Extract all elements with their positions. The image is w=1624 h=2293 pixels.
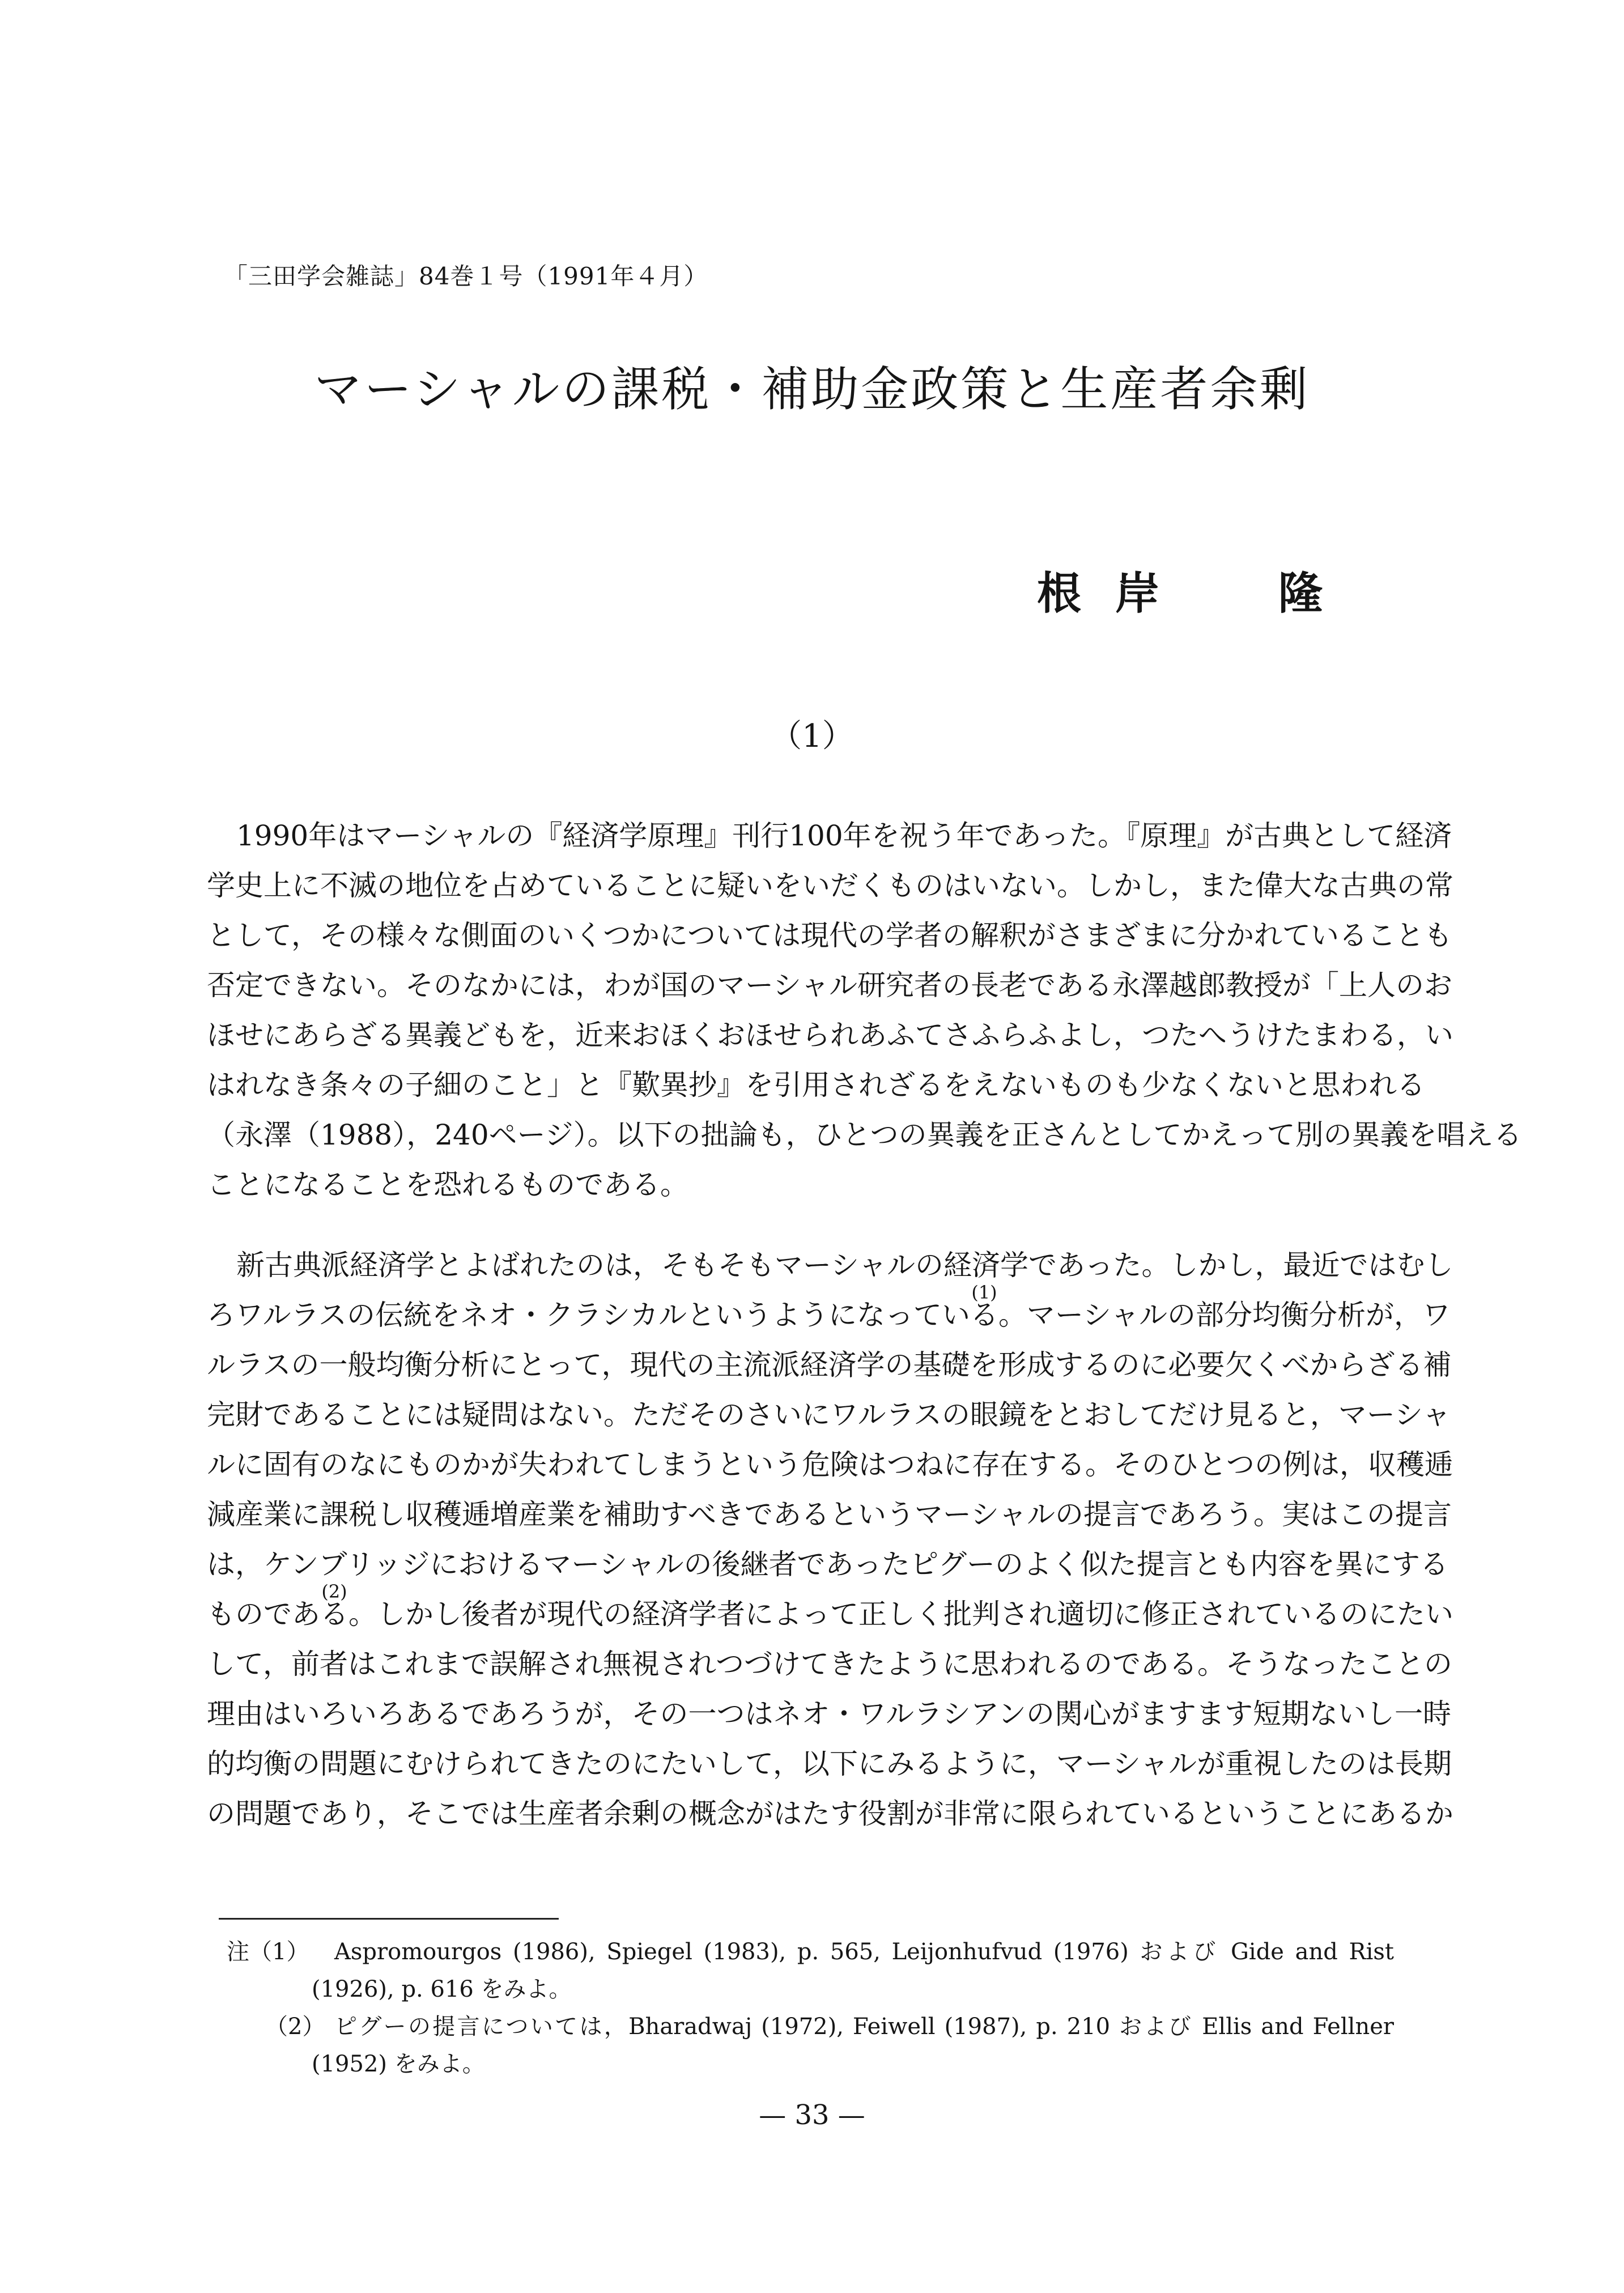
footnote-line — [227, 2010, 1397, 2047]
text-line — [207, 1245, 1453, 1295]
footnote-divider — [219, 1918, 559, 1920]
paragraph — [207, 816, 1522, 1215]
article-title: マーシャルの課税・補助金政策と生産者余剰 — [314, 361, 1310, 417]
text-line — [207, 866, 1453, 916]
author-char: 隆 — [1278, 568, 1323, 619]
text-line — [207, 1644, 1452, 1694]
text-segment: して，前者はこれまで誤解され無視されつづけてきたように思われるのである。そうなったことの — [207, 1648, 1452, 1681]
text-line — [207, 1395, 1451, 1445]
text-segment: 新古典派経済学とよばれたのは，そもそもマーシャルの経済学であった。しかし，最近ではむし — [236, 1249, 1453, 1282]
footnote-text: (1952) をみよ。 — [312, 2051, 485, 2077]
text-segment: は，ケンブリッジにおけるマーシャルの後継者であったピグーのよく似た提言とも内容を異にする — [207, 1548, 1448, 1581]
text-line — [207, 1581, 1453, 1644]
page-number: — 33 — — [759, 2099, 865, 2131]
text-segment: る — [970, 1299, 998, 1331]
footnote-text: Aspromourgos (1986), Spiegel (1983), p. 565, Leijonhufvud (1976) および Gide and Rist — [334, 1939, 1394, 1965]
text-segment: 1990年はマーシャルの『経済学原理』刊行100年を祝う年であった。『原理』が古典として経済 — [236, 819, 1452, 852]
footnote-marker: (1) — [971, 1282, 997, 1303]
text-segment: ルに固有のなにものかが失われてしまうという危険はつねに存在する。そのひとつの例は，収穫逓 — [207, 1448, 1453, 1481]
section-number: （1） — [770, 718, 854, 755]
footnote-label: （2） — [265, 2014, 325, 2040]
text-segment: として，その様々な側面のいくつかについては現代の学者の解釈がさまざまに分かれていることも — [207, 919, 1452, 952]
text-line — [207, 1065, 1425, 1115]
text-line — [207, 1165, 1391, 1215]
footnote-label: 注（1） — [227, 1939, 309, 1965]
text-segment: ろワルラスの伝統をネオ・クラシカルというようになってい — [207, 1299, 970, 1331]
text-line — [207, 1345, 1452, 1395]
text-segment: （永澤（1988），240ページ）。以下の拙論も，ひとつの異義を正さんとしてかえって別の異義を唱える — [207, 1118, 1522, 1151]
text-segment: ほせにあらざる異義どもを，近来おほくおほせられあふてさふらふよし，つたへうけたまわる，い — [207, 1019, 1453, 1052]
text-segment: ことになることを恐れるものである。 — [207, 1168, 688, 1201]
text-segment: はれなき条々の子細のこと」と『歎異抄』を引用されざるをえないものも少なくないと思われる — [207, 1069, 1425, 1101]
paragraph — [207, 1245, 1453, 1844]
text-line — [207, 1495, 1452, 1545]
author-name — [1037, 558, 1323, 622]
text-line — [207, 965, 1452, 1015]
footnote-reference[interactable] — [320, 1581, 348, 1634]
text-line — [207, 916, 1452, 965]
text-segment: 完財であることには疑問はない。ただそのさいにワルラスの眼鏡をとおしてだけ見ると，マーシャ — [207, 1398, 1451, 1431]
text-segment: 学史上に不滅の地位を占めていることに疑いをいだくものはいない。しかし，また偉大な古典の常 — [207, 869, 1453, 902]
author-char: 根 — [1037, 568, 1082, 619]
text-segment: ルラスの一般均衡分析にとって，現代の主流派経済学の基礎を形成するのに必要欠くべからざる補 — [207, 1348, 1452, 1381]
text-segment: の問題であり，そこでは生産者余剰の概念がはたす役割が非常に限られているということにあるか — [207, 1797, 1453, 1830]
text-segment: 。しかし後者が現代の経済学者によって正しく批判され適切に修正されているのにたい — [348, 1598, 1453, 1631]
text-segment: 的均衡の問題にむけられてきたのにたいして，以下にみるように，マーシャルが重視したのは長期 — [207, 1747, 1452, 1780]
text-segment: る — [320, 1598, 348, 1631]
footnote-line — [227, 1935, 1397, 1972]
footnotes — [227, 1935, 1397, 2084]
text-segment: 否定できない。そのなかには，わが国のマーシャル研究者の長老である永澤越郎教授が「上人のお — [207, 969, 1452, 1002]
text-line — [207, 1744, 1452, 1794]
text-line — [207, 1694, 1451, 1744]
text-segment: 。マーシャルの部分均衡分析が，ワ — [998, 1299, 1451, 1331]
footnote-text: (1926), p. 616 をみよ。 — [312, 1976, 572, 2002]
text-segment: 減産業に課税し収穫逓増産業を補助すべきであるというマーシャルの提言であろう。実はこの提言 — [207, 1498, 1452, 1531]
footnote-marker: (2) — [321, 1581, 347, 1602]
text-segment: 理由はいろいろあるであろうが，その一つはネオ・ワルラシアンの関心がますます短期ないし一時 — [207, 1698, 1451, 1730]
footnote-line — [227, 2047, 1397, 2084]
text-line — [207, 1794, 1453, 1844]
text-line — [207, 1445, 1453, 1495]
text-line — [207, 816, 1452, 866]
footnote-text: ピグーの提言については，Bharadwaj (1972), Feiwell (1987), p. 210 および Ellis and Fellner — [334, 2014, 1394, 2040]
journal-citation: 「三田学会雑誌」84巻１号（1991年４月） — [224, 262, 708, 290]
text-line — [207, 1545, 1448, 1594]
article-body — [207, 816, 1522, 1874]
text-line — [207, 1015, 1453, 1065]
text-segment: ものであ — [207, 1598, 320, 1631]
footnote-reference[interactable] — [970, 1282, 998, 1335]
text-line — [207, 1115, 1522, 1165]
text-line — [207, 1282, 1451, 1345]
author-char: 岸 — [1115, 568, 1160, 619]
footnote-line — [227, 1972, 1397, 2010]
